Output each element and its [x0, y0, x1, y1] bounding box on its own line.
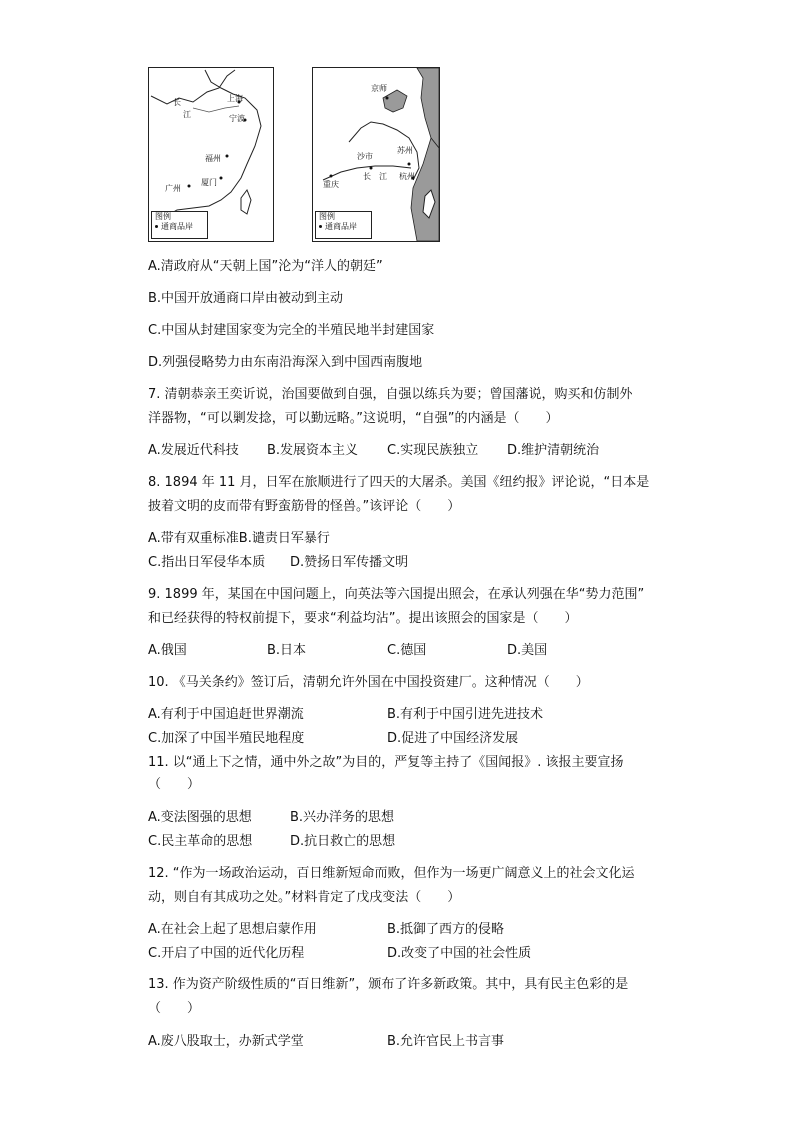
q12-option-c: C.开启了中国的近代化历程 — [148, 946, 305, 961]
q9-option-d: D.美国 — [507, 643, 548, 658]
map2-river-char-1: 长 — [363, 172, 371, 181]
q8-option-c: C.指出日军侵华本质 — [148, 555, 266, 570]
q8-option-ab: A.带有双重标准B.谴责日军暴行 — [148, 531, 330, 546]
q10-option-d: D.促进了中国经济发展 — [387, 731, 519, 746]
q7-stem-line1: 7. 清朝恭亲王奕䜣说，治国要做到自强，自强以练兵为要；曾国藩说，购买和仿制外 — [148, 387, 633, 402]
map2-legend — [315, 211, 372, 239]
map2-city-suzhou: 苏州 — [397, 146, 413, 155]
legend-title: 图例 — [319, 212, 335, 221]
q12-option-a: A.在社会上起了思想启蒙作用 — [148, 922, 317, 937]
port-dot-icon — [155, 225, 158, 228]
q9-option-a: A.俄国 — [148, 643, 187, 658]
legend-item: 通商品岸 — [161, 222, 193, 231]
q11-stem-line2: （ ） — [148, 777, 201, 792]
q12-option-b: B.抵御了西方的侵略 — [387, 922, 505, 937]
q12-option-d: D.改变了中国的社会性质 — [387, 946, 532, 961]
q8-stem-line2: 披着文明的皮而带有野蛮筋骨的怪兽。”该评论（ ） — [148, 499, 461, 514]
map2-river-char-2: 江 — [379, 172, 387, 181]
q7-option-a: A.发展近代科技 — [148, 443, 239, 458]
q7-option-d: D.维护清朝统治 — [507, 443, 600, 458]
map1-city-guangzhou: 广州 — [165, 184, 181, 193]
q10-option-b: B.有利于中国引进先进技术 — [387, 707, 544, 722]
q10-option-a: A.有利于中国追赶世界潮流 — [148, 707, 304, 722]
q8-option-d: D.赞扬日军传播文明 — [290, 555, 409, 570]
q6-option-b: B.中国开放通商口岸由被动到主动 — [148, 291, 344, 306]
q11-option-a: A.变法图强的思想 — [148, 810, 252, 825]
q13-option-a: A.废八股取士，办新式学堂 — [148, 1034, 304, 1049]
q9-stem-line1: 9. 1899 年，某国在中国问题上，向英法等六国提出照会，在承认列强在华“势力范围” — [148, 587, 645, 602]
q7-option-c: C.实现民族独立 — [387, 443, 479, 458]
map1-city-ningbo: 宁波 — [229, 114, 245, 123]
q13-stem-line2: （ ） — [148, 1001, 201, 1016]
q9-option-b: B.日本 — [267, 643, 307, 658]
q6-option-c: C.中国从封建国家变为完全的半殖民地半封建国家 — [148, 323, 435, 338]
q13-stem-line1: 13. 作为资产阶级性质的“百日维新”，颁布了许多新政策。其中，具有民主色彩的是 — [148, 977, 629, 992]
port-dot-icon — [319, 225, 322, 228]
map2-city-hangzhou: 杭州 — [399, 172, 415, 181]
map1-city-shanghai: 上海 — [227, 94, 243, 103]
q9-stem-line2: 和已经获得的特权前提下，要求“利益均沾”。提出该照会的国家是（ ） — [148, 611, 578, 626]
q11-option-d: D.抗日救亡的思想 — [290, 834, 396, 849]
q11-stem-line1: 11. 以“通上下之情，通中外之故”为目的，严复等主持了《国闻报》. 该报主要宣扬 — [148, 755, 624, 770]
map2-city-chongqing: 重庆 — [323, 180, 339, 189]
q12-stem-line1: 12. “作为一场政治运动，百日维新短命而败，但作为一场更广阔意义上的社会文化运 — [148, 866, 635, 881]
q9-option-c: C.德国 — [387, 643, 427, 658]
map-treaty-ports-2 — [312, 67, 440, 242]
q11-option-b: B.兴办洋务的思想 — [290, 810, 395, 825]
q6-option-d: D.列强侵略势力由东南沿海深入到中国西南腹地 — [148, 355, 423, 370]
map1-river-char-1: 长 — [173, 98, 181, 107]
q11-option-c: C.民主革命的思想 — [148, 834, 253, 849]
q10-stem-line1: 10. 《马关条约》签订后，清朝允许外国在中国投资建厂。这种情况（ ） — [148, 675, 589, 690]
q13-option-b: B.允许官民上书言事 — [387, 1034, 505, 1049]
map2-city-shashi: 沙市 — [357, 152, 373, 161]
map2-city-jingshi: 京师 — [371, 84, 387, 93]
map1-city-xiamen: 厦门 — [201, 178, 217, 187]
q8-stem-line1: 8. 1894 年 11 月，日军在旅顺进行了四天的大屠杀。美国《纽约报》评论说，“日本是 — [148, 475, 650, 490]
q12-stem-line2: 动，则自有其成功之处。”材料肯定了戊戌变法（ ） — [148, 890, 461, 905]
map1-legend — [151, 211, 208, 239]
legend-title: 图例 — [155, 212, 171, 221]
q7-option-b: B.发展资本主义 — [267, 443, 359, 458]
q6-option-a: A.清政府从“天朝上国”沦为“洋人的朝廷” — [148, 259, 383, 274]
legend-item: 通商品岸 — [325, 222, 357, 231]
q7-stem-line2: 洋器物，“可以剿发捻，可以勤远略。”这说明，“自强”的内涵是（ ） — [148, 411, 559, 426]
map1-city-fuzhou: 福州 — [205, 154, 221, 163]
map-treaty-ports-1 — [148, 67, 274, 242]
map1-river-char-2: 江 — [183, 110, 191, 119]
q10-option-c: C.加深了中国半殖民地程度 — [148, 731, 305, 746]
